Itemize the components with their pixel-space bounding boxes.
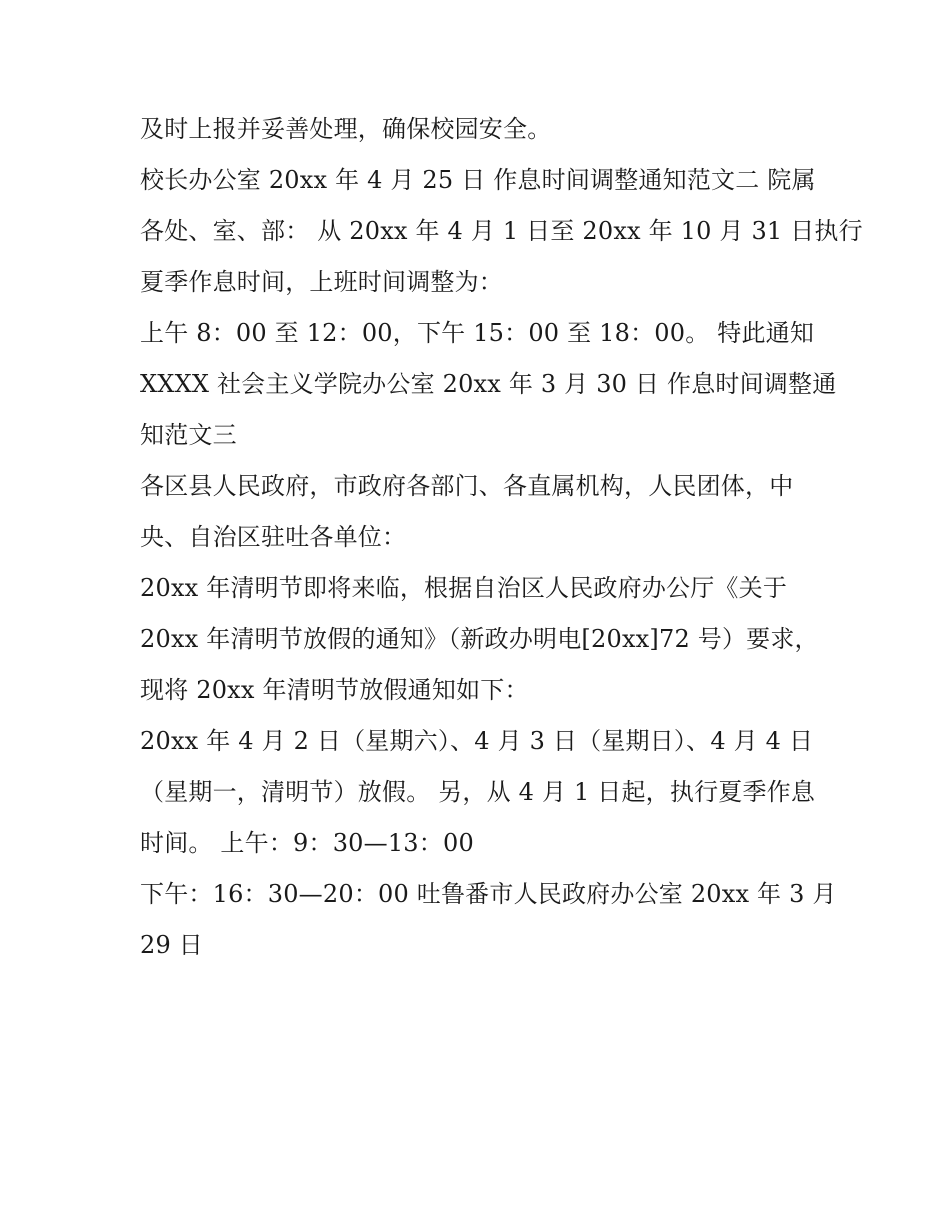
text-line: 29 日 — [140, 931, 203, 959]
text-line: 时间。 上午：9：30—13：00 — [140, 829, 474, 857]
text-line: 现将 20xx 年清明节放假通知如下： — [140, 676, 529, 704]
text-line: 上午 8：00 至 12：00，下午 15：00 至 18：00。 特此通知 — [140, 319, 815, 347]
text-line: 知范文三 — [140, 421, 237, 449]
text-line: 央、自治区驻吐各单位： — [140, 523, 407, 551]
text-line: 及时上报并妥善处理，确保校园安全。 — [140, 115, 552, 143]
text-line: 校长办公室 20xx 年 4 月 25 日 作息时间调整通知范文二 院属 — [140, 166, 816, 194]
text-line: 夏季作息时间，上班时间调整为： — [140, 268, 503, 296]
text-line: 各区县人民政府，市政府各部门、各直属机构，人民团体，中 — [140, 472, 794, 500]
text-line: 各处、室、部： 从 20xx 年 4 月 1 日至 20xx 年 10 月 31 日执行 — [140, 217, 863, 245]
document-body — [140, 104, 863, 971]
text-line: 20xx 年 4 月 2 日（星期六）、4 月 3 日（星期日）、4 月 4 日 — [140, 727, 814, 755]
text-line: 20xx 年清明节放假的通知》（新政办明电[20xx]72 号）要求， — [140, 625, 819, 653]
text-line: （星期一，清明节）放假。 另，从 4 月 1 日起，执行夏季作息 — [140, 778, 816, 806]
text-line: 下午：16：30—20：00 吐鲁番市人民政府办公室 20xx 年 3 月 — [140, 880, 837, 908]
text-line: 20xx 年清明节即将来临，根据自治区人民政府办公厅《关于 — [140, 574, 788, 602]
text-line: XXXX 社会主义学院办公室 20xx 年 3 月 30 日 作息时间调整通 — [140, 370, 837, 398]
